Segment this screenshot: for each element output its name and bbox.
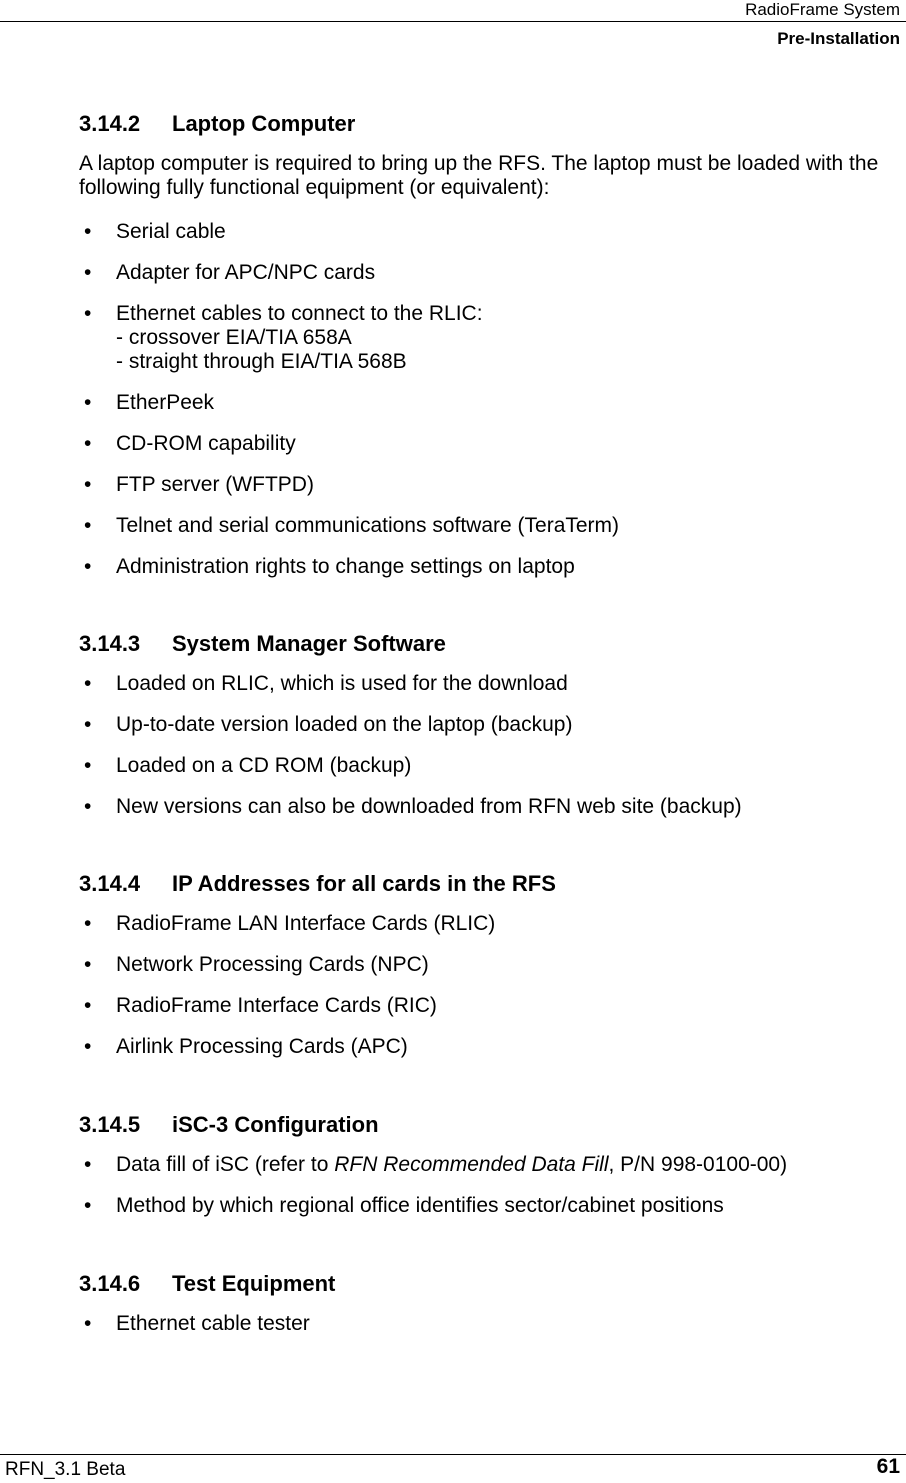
section-heading bbox=[79, 110, 879, 138]
bullet-list bbox=[79, 220, 879, 579]
section-heading bbox=[79, 630, 879, 658]
bullet-list bbox=[79, 1312, 879, 1336]
sub-item: - straight through EIA/TIA 568B bbox=[116, 350, 407, 373]
section-number: 3.14.6 bbox=[79, 1271, 141, 1296]
section-number: 3.14.2 bbox=[79, 111, 141, 136]
section-number: 3.14.4 bbox=[79, 871, 141, 896]
bullet-icon: • bbox=[84, 713, 92, 736]
bullet-icon: • bbox=[84, 754, 92, 777]
bullet-icon: • bbox=[84, 261, 92, 284]
bullet-icon: • bbox=[84, 912, 92, 935]
bullet-icon: • bbox=[84, 555, 92, 578]
section-title: Laptop Computer bbox=[172, 111, 356, 136]
list-item: • Network Processing Cards (NPC) bbox=[84, 953, 429, 976]
header-subtitle: Pre-Installation bbox=[777, 29, 900, 48]
section-system-manager-software bbox=[79, 630, 879, 819]
list-item: • EtherPeek bbox=[84, 391, 215, 414]
bullet-icon: • bbox=[84, 302, 92, 325]
bullet-list bbox=[79, 912, 879, 1059]
bullet-icon: • bbox=[84, 672, 92, 695]
section-test-equipment bbox=[79, 1270, 879, 1336]
footer-doc-id: RFN_3.1 Beta bbox=[5, 1459, 126, 1480]
bullet-list bbox=[79, 672, 879, 819]
list-item: • Ethernet cable tester bbox=[84, 1312, 310, 1335]
bullet-list bbox=[79, 1153, 879, 1218]
list-item: • New versions can also be downloaded from RFN web site (backup) bbox=[84, 795, 742, 818]
list-item: • RadioFrame Interface Cards (RIC) bbox=[84, 994, 437, 1017]
sub-item: - crossover EIA/TIA 658A bbox=[116, 326, 352, 349]
bullet-icon: • bbox=[84, 953, 92, 976]
bullet-icon: • bbox=[84, 994, 92, 1017]
list-item: • Telnet and serial communications software (TeraTerm) bbox=[84, 514, 620, 537]
section-heading bbox=[79, 1270, 879, 1298]
list-item: • Loaded on RLIC, which is used for the download bbox=[84, 672, 568, 695]
bullet-icon: • bbox=[84, 391, 92, 414]
list-item: • FTP server (WFTPD) bbox=[84, 473, 314, 496]
list-item: • Loaded on a CD ROM (backup) bbox=[84, 754, 412, 777]
section-intro: A laptop computer is required to bring up the RFS. The laptop must be loaded with the following fully functional equipment (or equivalent): bbox=[79, 152, 879, 199]
list-item: • RadioFrame LAN Interface Cards (RLIC) bbox=[84, 912, 496, 935]
bullet-icon: • bbox=[84, 1035, 92, 1058]
list-item: • Serial cable bbox=[84, 220, 226, 243]
bullet-icon: • bbox=[84, 1312, 92, 1335]
section-ip-addresses bbox=[79, 870, 879, 1059]
page-number: 61 bbox=[876, 1455, 900, 1478]
section-heading bbox=[79, 1111, 879, 1139]
list-item: • Up-to-date version loaded on the laptop (backup) bbox=[84, 713, 573, 736]
header-title: RadioFrame System bbox=[745, 0, 900, 19]
section-title: Test Equipment bbox=[172, 1271, 336, 1296]
bullet-icon: • bbox=[84, 220, 92, 243]
list-item: • CD-ROM capability bbox=[84, 432, 296, 455]
bullet-icon: • bbox=[84, 514, 92, 537]
list-item: • Adapter for APC/NPC cards bbox=[84, 261, 376, 284]
bullet-icon: • bbox=[84, 795, 92, 818]
document-reference: RFN Recommended Data Fill bbox=[334, 1153, 609, 1176]
list-item: • Data fill of iSC (refer to RFN Recommended Data Fill, P/N 998-0100-00) bbox=[84, 1153, 788, 1176]
section-isc3-configuration bbox=[79, 1111, 879, 1218]
header-rule bbox=[0, 21, 906, 22]
section-number: 3.14.5 bbox=[79, 1112, 141, 1137]
section-heading bbox=[79, 870, 879, 898]
bullet-icon: • bbox=[84, 1153, 92, 1176]
bullet-icon: • bbox=[84, 1194, 92, 1217]
footer-rule bbox=[0, 1454, 906, 1455]
list-item: • Airlink Processing Cards (APC) bbox=[84, 1035, 408, 1058]
list-item: • Ethernet cables to connect to the RLIC: - crossover EIA/TIA 658A - straight through EIA/TIA 568B bbox=[79, 302, 879, 374]
list-item: • Administration rights to change settings on laptop bbox=[84, 555, 575, 578]
section-title: System Manager Software bbox=[172, 631, 446, 656]
section-number: 3.14.3 bbox=[79, 631, 141, 656]
section-title: iSC-3 Configuration bbox=[172, 1112, 379, 1137]
section-title: IP Addresses for all cards in the RFS bbox=[172, 871, 556, 896]
section-laptop-computer bbox=[79, 110, 879, 579]
list-item: • Method by which regional office identifies sector/cabinet positions bbox=[84, 1194, 724, 1217]
bullet-icon: • bbox=[84, 432, 92, 455]
bullet-icon: • bbox=[84, 473, 92, 496]
